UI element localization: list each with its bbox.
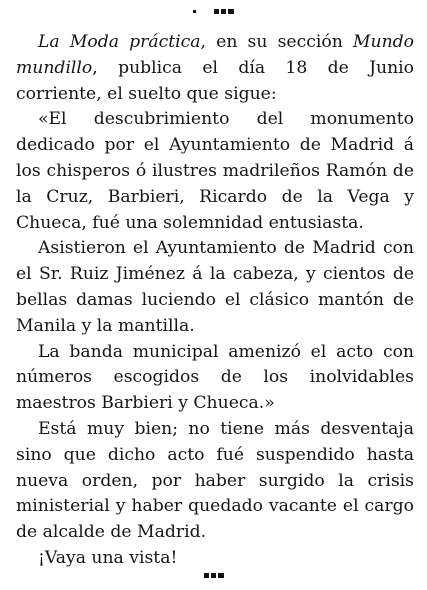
top-ornament — [0, 5, 427, 19]
bottom-ornament — [0, 569, 427, 583]
paragraph-5-text: Está muy bien; no tiene más desventaja sino que dicho acto fué suspendido hasta nueva orden, por haber surgido la crisis ministerial y haber quedado vacante el cargo de alcalde de Madrid. — [16, 418, 414, 543]
paragraph-3 — [16, 236, 414, 339]
paragraph-2-text: «El descubrimiento del monumento dedicado por el Ayuntamiento de Madrid á los chisperos ó ilustres madrileños Ramón de la Cruz, Barbieri, Ricardo de la Vega y Chueca, fué una solemnidad entusiasta. — [16, 109, 414, 233]
paragraph-1-text-b: , publica el día 18 de Junio corriente, el suelto que sigue: — [16, 57, 414, 104]
section-title: Mundo mundillo — [16, 32, 415, 78]
paragraph-2 — [16, 107, 414, 236]
paragraph-1 — [16, 30, 414, 107]
paragraph-1-text-a: , en su sección — [200, 32, 353, 52]
paragraph-4 — [16, 340, 414, 417]
paragraph-6-text: ¡Vaya una vista! — [38, 547, 178, 568]
paragraph-4-text: La banda municipal amenizó el acto con números escogidos de los inolvidables maestros Barbieri y Chueca.» — [16, 341, 414, 414]
article-text — [16, 30, 414, 572]
paragraph-6 — [16, 546, 414, 572]
paragraph-5 — [16, 417, 414, 546]
publication-title: La Moda práctica — [38, 32, 201, 52]
square-ornament-icon — [214, 9, 234, 14]
dot-ornament-icon — [193, 10, 196, 13]
paragraph-3-text: Asistieron el Ayuntamiento de Madrid con el Sr. Ruiz Jiménez á la cabeza, y cientos de bellas damas luciendo el clásico mantón de Manila y la mantilla. — [16, 238, 414, 336]
square-ornament-icon — [204, 573, 224, 578]
